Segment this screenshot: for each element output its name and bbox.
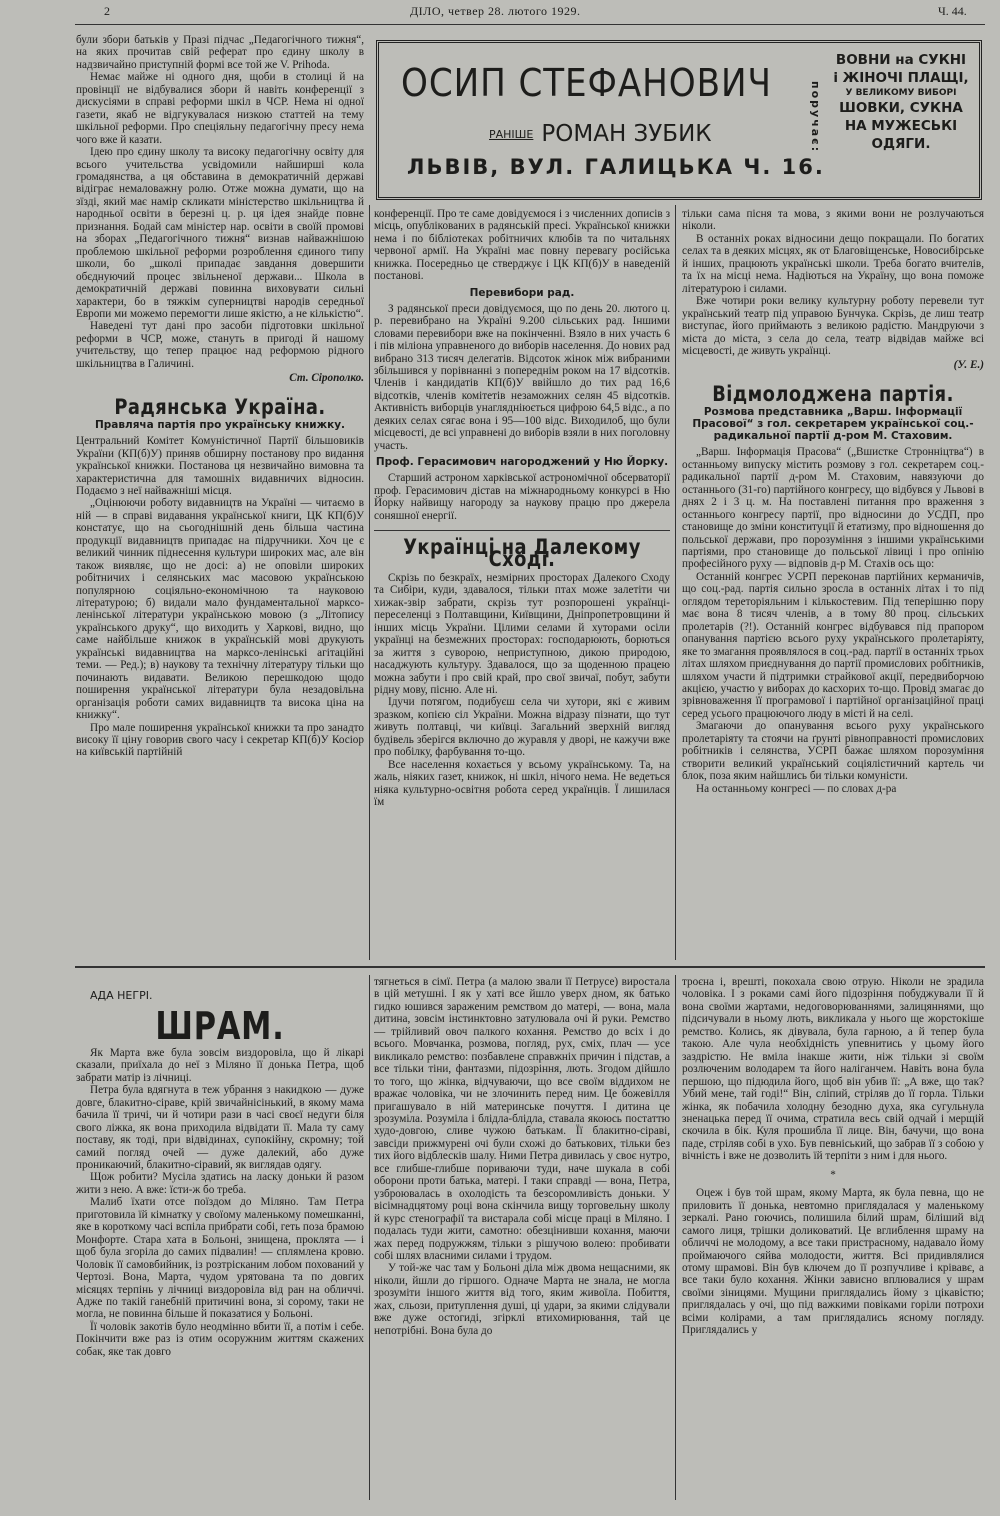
school-article <box>76 34 364 385</box>
paragraph: були збори батьків у Празі підчас „Педагогічного тижня“, на яких прочитав свій реферат про єдину школу в надзвичайно приступній формі все той же V. Prihoda. <box>76 34 364 71</box>
article-title: Українці на Далекому Сході. <box>403 534 641 572</box>
column-divider <box>675 975 676 1500</box>
ad-formerly-label: РАНІШЕ <box>489 127 534 141</box>
article-title: Радянська Україна. <box>114 394 326 419</box>
paragraph: Все населення кохається у всьому українському. Та, на жаль, ніяких газет, книжок, ні шкіл, нічого нема. Не ведеться ніяка культурно-освітня робота серед українців. Ї лишилася їм <box>374 758 670 809</box>
paragraph: Ідучи потягом, подибуєш села чи хутори, які є живим зразком, копією сіл України. Можна відразу пізнати, що тут живуть полтавці, чи київці. Загальний зверхній вигляд будівель зберігся включно до журавля у дворі, не кажучи вже про побілку, фарбування то-що. <box>374 696 670 759</box>
story-column-1 <box>76 990 364 1502</box>
column-divider <box>675 205 676 960</box>
column-top-left <box>76 34 364 962</box>
paragraph: Немає майже ні одного дня, щоби в столиці й на провінції не відбувалися збори й навіть конференції з дискусіями в справі реформи шкіл в ЧСР. Нема ні одної газети, якаб не відгукувалася низкою статтей на тему шкільної реформи. Про спеціяльну педагогічну пресу нема чого вже й казати. <box>76 71 364 146</box>
issue-number: Ч. 44. <box>938 4 967 18</box>
paragraph: Оцеж і був той шрам, якому Марта, як була певна, що не приловить її донька, невтомно приглядалася у маленькому зеркалі. Рано гоючись, полишила білий шрам, біліший від самого лиця, трішки доликоватий. Це вглиблення шраму на обличчі не молодому, а все таки пристрасному, надавало йому проймаючого сяйва молодости, життя. Всі придивлялися отому шрамові. Він був ключем до її розпучливе і крівавє, а все таки було кохання. Жінки зависно вплювалися у шрам своїми зіницями. Мущини приглядались йому з цікавістю; приглядалась у очі, що під важкими повіками горіли потрохи всіми колірами, а там приглядались ясному погляду. Приглядались у <box>682 1187 984 1337</box>
paragraph: Центральний Комітет Комуністичної Партії більшовиків України (КП(б)У) приняв обширну постанову про видання української книжки. Постанова ця незвичайно вимовна та характеристична для тамошніх видавничих відносин. Подаємо з неї найважніші місця. <box>76 435 364 497</box>
paragraph: Петра була вдягнута в теж убрання з накидкою — дуже довге, блакитно-сіраве, крій звичайнісінький, в якому мама бачила її тричі, чи й чотири рази в часі своєї недуги біля свого ліжка, як вона приходила відвідати її. Мала ту саму поставу, як тоді, при відвідинах, супокійну, скромну; той самий погляд очей — дуже далекий, або дуже проникаючий, блакитно-сіравий, як виглядав одягу. <box>76 1084 364 1171</box>
ad-goods-line: ШОВКИ, СУКНА <box>839 100 963 116</box>
ad-goods-line: ВОВНИ на СУКНІ <box>835 52 967 68</box>
ad-formerly <box>489 121 712 147</box>
ad-goods-line: НА МУЖЕСЬКІ <box>844 118 958 134</box>
ad-goods-line: і ЖІНОЧІ ПЛАЩІ, <box>833 70 969 86</box>
paragraph: Як Марта вже була зовсім виздоровіла, що й лікарі сказали, приїхала до неї з Міляно її донька Петра, щоб забрати матір із лічниці. <box>76 1046 364 1084</box>
paragraph: троєна і, врешті, покохала свою отрую. Ніколи не зрадила чоловіка. І з роками самі його підозріння побуджували її й вона своїми жартами, недоговорюваннями, залицяннями, що підсичували в ньому лють, викликала у нього ще жорстокіше ремство. Колись, як дівувала, була гарною, а й тепер була такою. Але чула необхідність упевнитись у цьому його заздрістю. Не вміла інакше жити, ніж тільки зі своїм розлюченим володарем та його наліганчем. Навіть вона була першою, що підюдила його, щоб він убив її: „А вже, що так? Убий мене, тай годі!“ Він, сліпий, стріляв до її горла. Тільки жінка, як побачила холодну безодню духа, яка сугульнула зненацька перед її очима, стратила весь свій одчай і мерщій скочила в бік. Куля прошибла її лице. Він, бачучи, що вона паде, стріляв собі в ухо. Був певніський, що забрав її з собою у вічність і вже не дозволить їй терпіти з ним і для нього. <box>682 976 984 1163</box>
ad-goods <box>831 51 971 153</box>
section-separator: * <box>830 1168 836 1181</box>
paragraph: Наведені тут дані про засоби підготовки шкільної реформи в ЧСР, може, стануть в пригоді й нашому учительству, що тепер працює над реформою рідного шкільництва в Галичині. <box>76 320 364 370</box>
paragraph: конференції. Про те саме довідуємося і з численних дописів з місць, опублікованих в радянській пресі. Української книжки нема і по бібліотеках робітничих клюбів та по читальнях червоної армії. На Україні має повну перевагу російська книжка. Посередньо це стверджує і ЦК КП(б)У в наведеній постанові. <box>374 208 670 283</box>
column-top-middle <box>374 208 670 962</box>
ad-name: ОСИП СТЕФАНОВИЧ <box>401 61 772 105</box>
article-subtitle: Правляча партія про українську книжку. <box>94 419 346 432</box>
story-column-2 <box>374 976 670 1502</box>
article-title: Відмолоджена партія. <box>712 381 954 406</box>
section-title: Проф. Герасимович нагороджений у Ню Йорку. <box>375 456 669 469</box>
paragraph: Старший астроном харківської астрономічної обсерваторії проф. Герасимович дістав на міжнародньому конкурсі в Ню Йорку найвищу нагороду за наукову працю про джерела соняшної енергії. <box>374 472 670 522</box>
paragraph: Її чоловік закотів було неодмінно вбити її, а потім і себе. Покінчити вже раз із отим осоружним життям скажених собак, яке так довго <box>76 1320 364 1358</box>
paragraph: Змагаючи до опанування всього руху українського пролетаріяту та стоячи на ґрунті рівноправності промислових робітників і селянства, УСРП бажає шляхом порозуміння створити великий український соціялістичний картель чи блок, поза яким найшлись би тільки комуністи. <box>682 720 984 783</box>
paragraph: Останній конгрес УСРП переконав партійних керманичів, що соц.-рад. партія сильно зросла в останніх літах і то під оглядом тереторіяльним і кількостевим. Під теперішню пору має вона 8 тисяч членів, а в тому 80 проц. сільських пролетарів (?!). Останній конгрес відбувався під прапором опанування партією всього руху українського пролетаріяту, яке то змагання проявлялося в соц.-рад. партії в останніх трьох літах шляхом приєднування до партії промислових робітників, шляхом участи й підтримки страйкової акції, передвиборчою акцією, участю у виборах до касхорих то-що. Провід змагає до зрівноваження її програмової і партійної організаційної праці серед усього працюючого люду в місті й на селі. <box>682 570 984 720</box>
paragraph: тільки сама пісня та мова, з якими вони не розлучаються ніколи. <box>682 208 984 233</box>
ad-recommends: поручає: <box>809 81 822 154</box>
masthead: ДІЛО, четвер 28. лютого 1929. <box>410 4 581 18</box>
column-divider <box>369 975 370 1500</box>
header-rule <box>75 24 985 25</box>
story-column-3 <box>682 976 984 1502</box>
paragraph: В останніх роках відносини дещо покращали. По богатих селах та в деяких місцях, як от Благовіщенське, Новосибірське й інших, працюють українські школи. Треба богато вчителів, та їх на місці нема. Надіються на Україну, що вона поможе літературою і силами. <box>682 232 984 295</box>
paragraph: тягнеться в сімї. Петра (а малою звали її Петрусе) виростала в цій метушні. І як у хаті все йшло уверх дном, як батько гидко юшився зараженим ремством до матері, — вона, мала дитина, зовсім інстинктовно затулювала очі й руки. Ремство — трійливий овоч палкого кохання. Ремство до всіх і до всього. Мовчанка, розмова, погляд, рух, сміх, плач — усе викликало ремство: позбавлене справжніх причин і підстав, а все тільки тіни, фантазми, підозріння, лють. Згодом дійшло то того, що жінка, відчуваючи, що все своїм віддихом не вражає чоловіка, чи не злочинить перед ним. Це божевілля пригашувало в ній материнське почуття. І дитина це зрозуміла. Розуміла і блідла-блідла, ставала якоюсь постаттю худо-довгою, сливе чужою батькам. Її блакитно-сіраві, завсіди прижмурені очі були схожі до батькових, тільки без тих його відблесків шалу. Ними Петра дивилась у своє нутро, все глибше-глибше пориваючи туди, наче шукала в собі оборони проти батька, матері. І таки справді — вона, Петра, узброювалась в охолодість та безсоромливість доньки. У вісімнадцятому році вона скінчила вищу торговельну школу й курс стенографії та вистарала собі місце праці в Міляно. І подалась туди жити, самотно: обезцінивши кохання, маючи жах перед подружжям, тільки з рішучою волею: пробивати собі шлях власними силами і трудом. <box>374 976 670 1262</box>
paragraph: Малиб їхати отсе поїздом до Міляно. Там Петра приготовила їй кімнатку у своїому маленькому помешканні, яке в короткому часі вспіла прибрати собі, геть поза брамою Монфорте. Стара хата в Больоні, знищена, проклята — і щоб була згоріла до самих підвалин! — сплямлена кровю. Чоловік її самовбийник, із розтрісканим лобом похований у Чертозі. Вона, Марта, чудом урятована та по довгих місяцях терпінь у лічниці виздоровіла від ран на обличчі. Адже по такій ганебній притичині вона, зі сорому, таки не могла, не повинна більше й показатися у Больоні. <box>76 1196 364 1321</box>
paragraph: Щож робити? Мусіла здатись на ласку доньки й разом жити з нею. А вже: їсти-ж бо треба. <box>76 1171 364 1196</box>
ad-address: ЛЬВІВ, ВУЛ. ГАЛИЦЬКА Ч. 16. <box>407 155 825 179</box>
paragraph: Вже чотири роки велику культурну роботу перевели тут український театр під управою Бунчука. Скрізь, де лиш театр виступає, його приймають з великою радістю. Мандруючи з міста до міста, з села до села, театр відвідав майже всі місцевості, де живуть українці. <box>682 295 984 357</box>
paragraph: Ідею про єдину школу та високу педагогічну освіту для всього учительства усвідомили найширші кола громадянства, а ця обставина в демократичній державі відіграє немаловажну ролю. Отже можна думати, що на зїзді, який має намір скликати міністерство шкільництва й народньої освіти в березні ц. р. ця ідея знайде повне признання. Бодай сам міністер нар. освіти в своїй промові на зборах „Педагогічного тижня“ визнав найважнішою проблемою шкільної реформи розроблення єдиного типу школи, бо „школі припадає завдання довершити обєднуючий процес звільненої держави... Школа в демократичній державі повинна виховувати сильні характери, бо в тяжкім суперництві народів середньої Европи ми можемо перемогти лише якістю, а не кількістю“. <box>76 146 364 320</box>
paragraph: З радянської преси довідуємося, що по день 20. лютого ц. р. перевибрано на Україні 9.200 сільських рад. Іншими словами перевибори вже на покінченні. Взяло в них участь 6 і пів міліона управненого до виборів населення. До нових рад вибрано 313 тисяч делегатів. Відсоток жінок між вибраними збільшився у порівнанні з попереднім роком на 17 відсотків. Членів і кандидатів КП(б)У ввійшло до тих рад 16,6 відсотків, членів комітетів незаможних селян 45 відсотків. Активність виборців унаглядніюється цифрою 64,5 відс., а по деяких селах сягає вона і 95—100 відс. Виходилоб, що були місцевості, де всі управнені до виборів взяли в них поголовну участь. <box>374 302 670 452</box>
story-author: АДА НЕГРІ. <box>90 990 153 1002</box>
paragraph: У той-же час там у Больоні діла між двома нещасними, як ніколи, йшли до гіршого. Одначе Марта не знала, не могла зрозуміти іншого життя від того, яким живоїла. Побиття, жах, сльози, притуплення душі, ці удари, за якими слідували вже дуже остогиді, згірклі втихомирювання, тай це непотрібні. Вона була до <box>374 1262 670 1337</box>
paragraph: Скрізь по безкраїх, незмірних просторах Далекого Сходу та Сибіри, куди, здавалося, тільки птах може залетіти чи хижак-звір забрати, скрізь тут розпорошені українці-переселенці з Полтавщини, Київщини, Дніпропетровщини й інших місць України. Цілими селами й хуторами осіли українці на безмежних просторах: господарюють, борються за життя з суворою, неприступною, дикою природою, насаджують культуру. Здавалося, що за щоденною працею можна забути і про свій край, про свої звичаї, побут, забути рідну мову, пісню. Але ні. <box>374 571 670 696</box>
paragraph: „Варш. Інформація Прасова“ („Вшистке Стронніцтва“) в останньому випуску містить розмову з гол. секретарем соц.-радикальної партії д-ром М. Стаховим, навязуючи до останнього (31-го) партійного конгресу, що відбувся у Львові в днях 2 і 3 ц. м. На поставлені питання про враження з останнього конгресу партії, про відносини до УСДП, про становище до зміни конституції й етатизму, про відношення до польської держави, про порозуміння з іншими українськими партіями, про становище до польської лівиці і про опінію професійного руху — відповів д-р М. Стахів ось що: <box>682 446 984 571</box>
column-top-right <box>682 208 984 962</box>
paragraph: Про мале поширення української книжки та про занадто високу її ціну говорив свого часу і секретар КП(б)У Косіор на київській партійній <box>76 721 364 759</box>
page-number: 2 <box>104 4 110 18</box>
ad-formerly-name: РОМАН ЗУБИК <box>541 121 712 147</box>
advertisement <box>376 40 982 200</box>
signature: Ст. Сірополко. <box>289 372 364 385</box>
section-rule <box>75 966 985 968</box>
ad-goods-line: ОДЯГИ. <box>871 136 931 152</box>
column-divider <box>369 205 370 960</box>
ad-goods-line: У ВЕЛИКОМУ ВИБОРІ <box>845 88 957 98</box>
divider <box>374 530 670 531</box>
section-title: Перевибори рад. <box>469 286 575 299</box>
story-title: ШРАМ. <box>155 1004 285 1049</box>
paragraph: „Оцінюючи роботу видавництв на Україні — читаємо в ній — в справі видавання української книги, ЦК КП(б)У констатує, що на сьогоднішній день більша частина продукції видавництв припадає на підручники. Хоч це є великий чинник піднесення культури широких мас, але він також виявляє, що не досі: а) не оповіли широких робітничих і селянських мас масовою українською популярною соціяльно-економічною та науковою літературою; б) видали мало фундаментальної марксо-ленінської літератури українською мовою (з „Літопису українського друку“, що виходить у Харкові, видно, що саме найбільше книжок в українській мові друкують українські видавництва на марксо-ленінські агітаційні теми. — Ред.); в) наукову та технічну літературу тільки що починають видавати. Великою перешкодою щодо поширення української літератури була незадовільна організація роботи самих видавництв та висока ціна на книжку“. <box>76 497 364 722</box>
paragraph: На останньому конгресі — по словах д-ра <box>696 782 897 795</box>
article-subtitle: Розмова представника „Варш. Інформації Прасової“ з гол. секретарем української соц.-радикальної партії д-ром М. Стаховим. <box>692 406 974 443</box>
signature: (У. Е.) <box>953 359 984 372</box>
